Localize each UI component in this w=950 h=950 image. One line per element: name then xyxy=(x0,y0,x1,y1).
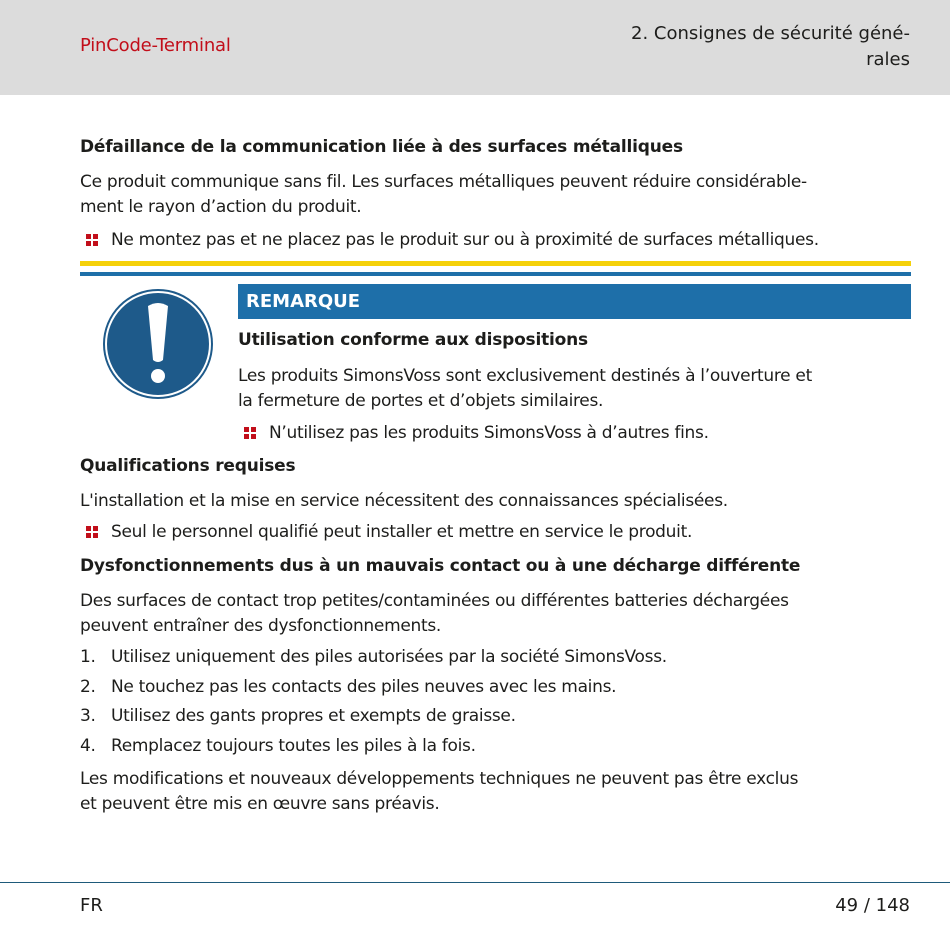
note-label-bar: REMARQUE xyxy=(238,284,911,319)
bullet-icon xyxy=(86,234,98,246)
exclamation-circle-icon xyxy=(102,288,214,400)
product-name: PinCode-Terminal xyxy=(80,35,231,56)
bullet-qualifications-text: Seul le personnel qualifié peut installer et mettre en service le produit. xyxy=(111,522,693,542)
heading-qualifications: Qualifications requises xyxy=(80,456,296,476)
note-paragraph-line-1: Les produits SimonsVoss sont exclusivement destinés à l’ouverture et xyxy=(238,366,812,386)
bullet-metal-text: Ne montez pas et ne placez pas le produit sur ou à proximité de surfaces métalliques. xyxy=(111,230,819,250)
note-paragraph-line-2: la fermeture de portes et d’objets similaires. xyxy=(238,391,604,411)
footer-rule xyxy=(0,882,950,883)
list-text: Utilisez uniquement des piles autorisées par la société SimonsVoss. xyxy=(111,647,667,667)
paragraph-qualifications: L'installation et la mise en service nécessitent des connaissances spécialisées. xyxy=(80,491,728,511)
heading-metal-surfaces: Défaillance de la communication liée à des surfaces métalliques xyxy=(80,137,683,157)
list-number: 2. xyxy=(80,677,96,697)
page-header xyxy=(0,0,950,95)
note-rule-blue xyxy=(80,272,911,276)
paragraph-metal-line-1: Ce produit communique sans fil. Les surfaces métalliques peuvent réduire considérable- xyxy=(80,172,807,192)
chapter-title-line-2: rales xyxy=(866,49,910,70)
bullet-note-text: N’utilisez pas les produits SimonsVoss à d’autres fins. xyxy=(269,423,709,443)
list-number: 3. xyxy=(80,706,96,726)
list-text: Remplacez toujours toutes les piles à la fois. xyxy=(111,736,476,756)
note-rule-yellow xyxy=(80,261,911,266)
bullet-icon xyxy=(86,526,98,538)
paragraph-contact-line-2: peuvent entraîner des dysfonctionnements. xyxy=(80,616,441,636)
list-text: Ne touchez pas les contacts des piles neuves avec les mains. xyxy=(111,677,617,697)
footer-language: FR xyxy=(80,895,103,916)
list-text: Utilisez des gants propres et exempts de graisse. xyxy=(111,706,516,726)
chapter-title xyxy=(590,21,910,73)
heading-contact-malfunctions: Dysfonctionnements dus à un mauvais contact ou à une décharge différente xyxy=(80,556,801,576)
paragraph-closing-line-1: Les modifications et nouveaux développements techniques ne peuvent pas être exclus xyxy=(80,769,799,789)
list-number: 4. xyxy=(80,736,96,756)
bullet-icon xyxy=(244,427,256,439)
list-number: 1. xyxy=(80,647,96,667)
paragraph-metal-line-2: ment le rayon d’action du produit. xyxy=(80,197,362,217)
chapter-title-line-1: 2. Consignes de sécurité géné- xyxy=(631,23,910,44)
paragraph-closing-line-2: et peuvent être mis en œuvre sans préavis. xyxy=(80,794,440,814)
note-heading: Utilisation conforme aux dispositions xyxy=(238,330,588,350)
paragraph-contact-line-1: Des surfaces de contact trop petites/contaminées ou différentes batteries déchargées xyxy=(80,591,789,611)
page-number: 49 / 148 xyxy=(835,895,910,916)
